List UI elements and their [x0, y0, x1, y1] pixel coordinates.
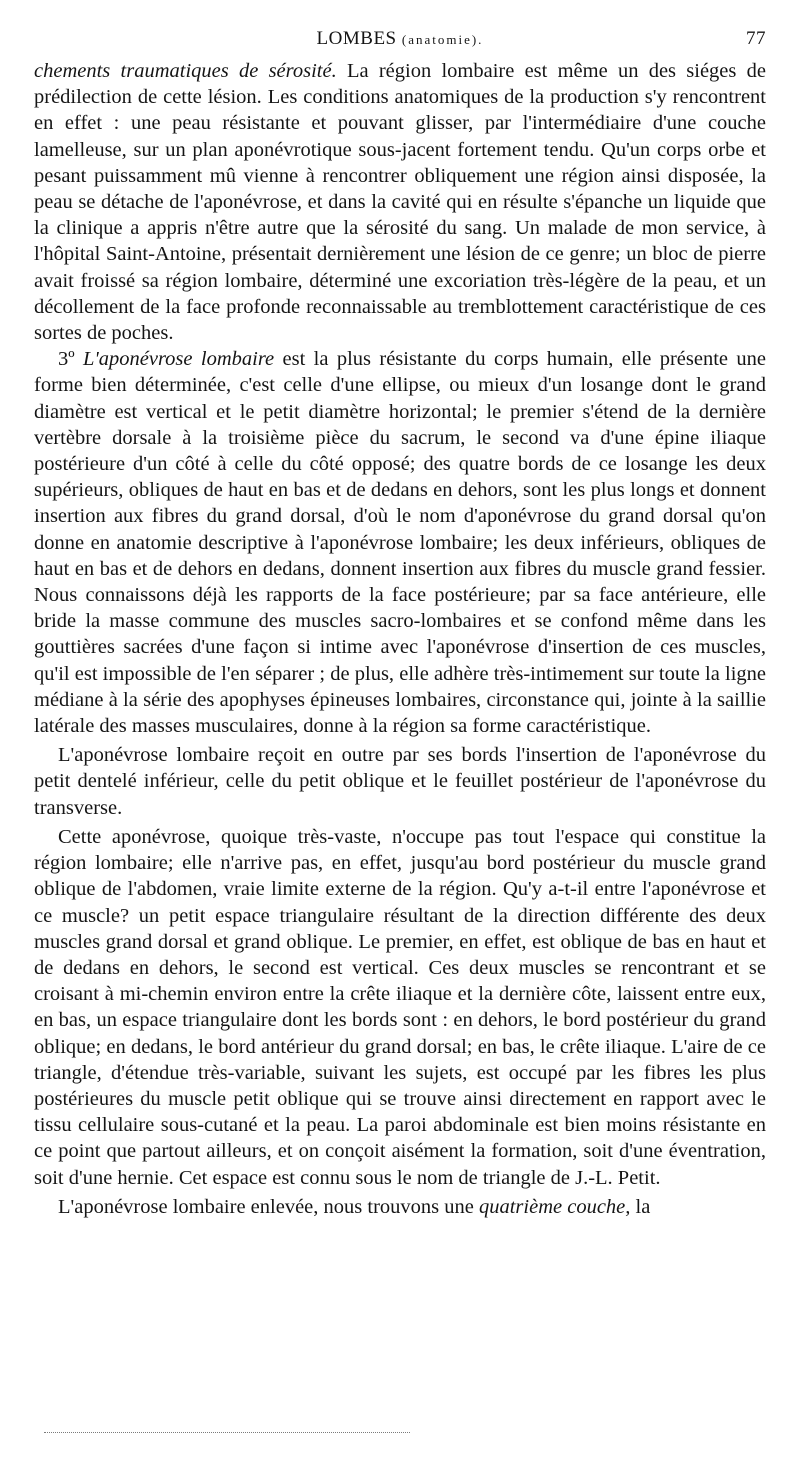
paragraph-1 [34, 58, 766, 346]
page-number: 77 [746, 28, 766, 49]
paragraph-3 [34, 742, 766, 821]
paragraph-5-trailing-text: la [630, 1195, 651, 1218]
paragraph-2-italic-lead: L'aponévrose lombaire [82, 348, 275, 371]
paragraph-4 [34, 824, 766, 1191]
body-text [34, 58, 766, 1220]
footer-dotted-rule [44, 1432, 410, 1433]
paragraph-5-italic: quatrième couche, [478, 1195, 631, 1218]
paragraph-2-text: est la plus résistante du corps humain, elle présente une forme bien déterminée, c'est celle d'une ellipse, ou mieux d'un losange dont le grand diamètre est vertical et le petit diamètre horizontal; le premier s'étend de la dernière vertèbre dorsale à la troisième pièce du sacrum, le second va d'une épine iliaque postérieure d'un côté à celle du côté opposé; des quatre bords de ce losange les deux supérieurs, obliques de haut en bas et de dedans en dehors, sont les plus longs et donnent insertion aux fibres du grand dorsal, d'où le nom d'aponévrose du grand dorsal qu'on donne en anatomie descriptive à l'aponévrose lombaire; les deux inférieurs, obliques de haut en bas et de dehors en dedans, donnent insertion aux fibres du muscle grand fessier. Nous connaissons déjà les rapports de la face postérieure; par sa face antérieure, elle bride la masse commune des muscles sacro-lombaires et se confond même dans les gouttières sacrées d'une façon si intime avec l'aponévrose d'insertion de ces muscles, qu'il est impossible de l'en séparer ; de plus, elle adhère très-intimement sur toute la ligne médiane à la série des apophyses épineuses lombaires, circonstance qui, jointe à la saillie latérale des masses musculaires, donne à la région sa forme caractéristique. [34, 348, 766, 738]
paragraph-3-text: L'aponévrose lombaire reçoit en outre par ses bords l'insertion de l'aponévrose du petit dentelé inférieur, celle du petit oblique et le feuillet postérieur de l'aponévrose du transverse. [34, 744, 766, 819]
paragraph-5 [34, 1194, 766, 1220]
page [34, 28, 766, 1220]
paragraph-4-text: Cette aponévrose, quoique très-vaste, n'occupe pas tout l'espace qui constitue la région lombaire; elle n'arrive pas, en effet, jusqu'au bord postérieur du muscle grand oblique de l'abdomen, vraie limite externe de la région. Qu'y a-t-il entre l'aponévrose et ce muscle? un petit espace triangulaire résultant de la direction différente des deux muscles grand dorsal et grand oblique. Le premier, en effet, est oblique de bas en haut et de dedans en dehors, le second est vertical. Ces deux muscles se rencontrant et se croisant à mi-chemin environ entre la crête iliaque et la dernière côte, laissent entre eux, en bas, un espace triangulaire dont les bords sont : en dehors, le bord postérieur du grand oblique; en dedans, le bord antérieur du grand dorsal; en bas, le crête iliaque. L'aire de ce triangle, d'étendue très-variable, suivant les sujets, est occupé par les fibres les plus postérieures du muscle petit oblique qui se trouve ainsi directement en rapport avec le tissu cellulaire sous-cutané et la peau. La paroi abdominale est bien moins résistante en ce point que partout ailleurs, et on conçoit aisément la formation, soit d'une éventration, soit d'une hernie. Cet espace est connu sous le nom de triangle de J.-L. Petit. [34, 825, 766, 1189]
paragraph-5-text: L'aponévrose lombaire enlevée, nous trouvons une [58, 1195, 479, 1218]
running-title [34, 28, 766, 50]
running-title-subtitle: (anatomie). [401, 32, 484, 47]
paragraph-2 [34, 346, 766, 739]
paragraph-1-text: La région lombaire est même un des siéges de prédilection de cette lésion. Les conditions anatomiques de la production s'y rencontrent en effet : une peau résistante et pouvant glisser, par l'intermédiaire d'une couche lamelleuse, sur un plan aponévrotique sous-jacent fortement tendu. Qu'un corps orbe et pesant puissamment mû vienne à rencontrer obliquement une région ainsi disposée, la peau se détache de l'aponévrose, et dans la cavité qui en résulte s'épanche un liquide que la clinique a appris n'être autre que la sérosité du sang. Un malade de mon service, à l'hôpital Saint-Antoine, présentait dernièrement une lésion de ce genre; un bloc de pierre avait froissé sa région lombaire, déterminé une excoriation très-légère de la peau, et un décollement de la face profonde reconnaissable au tremblottement caractéristique de ces sortes de poches. [34, 60, 766, 345]
running-header [34, 28, 766, 58]
paragraph-2-prefix: 3º [58, 348, 83, 371]
running-title-main: LOMBES [316, 28, 397, 49]
paragraph-1-italic-lead: chements traumatiques de sérosité. [34, 60, 337, 82]
